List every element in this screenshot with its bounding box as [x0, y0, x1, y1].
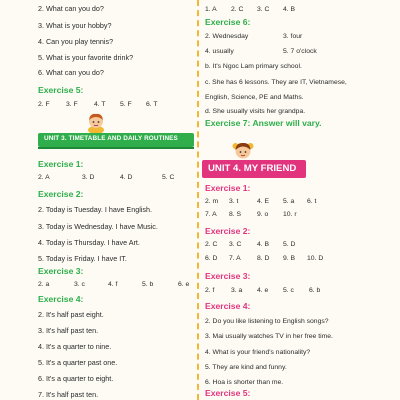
answer-line: d. She usually visits her grandpa. [205, 108, 306, 115]
answer-cell: 2. m [205, 198, 219, 205]
answer-line: 2. It's half past eight. [38, 310, 104, 319]
answer-cell: 2. Wednesday [205, 33, 249, 40]
answer-cell: 3. D [82, 174, 95, 181]
answer-line: 7. It's half past ten. [38, 390, 99, 399]
answer-cell: 6. b [309, 287, 321, 294]
question-line: 5. What is your favorite drink? [38, 53, 134, 62]
answer-line: c. She has 6 lessons. They are IT, Vietnamese, [205, 79, 347, 86]
exercise-title: Exercise 1: [205, 183, 251, 193]
answer-cell: 3. t [229, 198, 239, 205]
answer-line: 4. What is your friend's nationality? [205, 349, 311, 356]
exercise-title: Exercise 5: [205, 388, 251, 398]
exercise-title: Exercise 3: [205, 271, 251, 281]
answer-line: 5. They are kind and funny. [205, 364, 287, 371]
unit-3-title: UNIT 3. TIMETABLE AND DAILY ROUTINES [44, 135, 178, 142]
answer-cell: 2. A [38, 174, 50, 181]
exercise-title: Exercise 2: [205, 226, 251, 236]
exercise-title: Exercise 4: [38, 294, 84, 304]
exercise-title: Exercise 6: [205, 17, 251, 27]
answer-line: English, Science, PE and Maths. [205, 94, 304, 101]
exercise-title: Exercise 3: [38, 266, 84, 276]
answer-cell: 2. C [231, 6, 244, 13]
answer-cell: 4. D [120, 174, 133, 181]
answer-cell: 4. E [257, 198, 270, 205]
answer-line: 3. Mai usually watches TV in her free time. [205, 333, 333, 340]
answer-cell: 2. f [205, 287, 215, 294]
answer-line: 3. It's half past ten. [38, 326, 99, 335]
exercise-title: Exercise 4: [205, 301, 251, 311]
answer-line: 5. It's a quarter past one. [38, 358, 118, 367]
exercise-title: Exercise 1: [38, 159, 84, 169]
answer-cell: 3. a [231, 287, 243, 294]
unit-3-banner [38, 133, 194, 147]
answer-cell: 2. C [205, 241, 218, 248]
exercise-title: Exercise 5: [38, 85, 84, 95]
answer-cell: 5. D [283, 241, 296, 248]
answer-cell: 4. usually [205, 48, 234, 55]
answer-cell: 4. f [108, 281, 118, 288]
banner-stripe [38, 147, 194, 149]
answer-cell: 5. C [162, 174, 175, 181]
answer-cell: 2. F [38, 101, 50, 108]
answer-line: 6. It's a quarter to eight. [38, 374, 114, 383]
answer-cell: 7. A [229, 255, 241, 262]
answer-cell: 7. A [205, 211, 217, 218]
question-line: 2. What can you do? [38, 4, 104, 13]
answer-cell: 3. C [257, 6, 270, 13]
exercise-title: Exercise 2: [38, 189, 84, 199]
answer-line: 4. It's a quarter to nine. [38, 342, 112, 351]
answer-cell: 3. c [74, 281, 85, 288]
question-line: 6. What can you do? [38, 68, 104, 77]
answer-cell: 5. c [283, 287, 294, 294]
boy-mascot-icon [86, 112, 106, 134]
answer-cell: 4. B [257, 241, 270, 248]
answer-cell: 9. B [283, 255, 296, 262]
answer-cell: 3. C [229, 241, 242, 248]
answer-cell: 6. T [146, 101, 158, 108]
question-line: 4. Can you play tennis? [38, 37, 114, 46]
answer-cell: 6. D [205, 255, 218, 262]
answer-cell: 8. D [257, 255, 270, 262]
column-divider [197, 0, 199, 400]
answer-cell: 6. t [307, 198, 317, 205]
answer-line: 2. Today is Tuesday. I have English. [38, 205, 153, 214]
unit-4-title: UNIT 4. MY FRIEND [208, 163, 297, 174]
answer-cell: 9. o [257, 211, 269, 218]
answer-cell: 3. four [283, 33, 303, 40]
answer-cell: 5. F [120, 101, 132, 108]
unit-4-banner [202, 160, 306, 178]
answer-line: 2. Do you like listening to English songs? [205, 318, 329, 325]
answer-cell: 4. B [283, 6, 296, 13]
answer-cell: 5. a [283, 198, 295, 205]
answer-cell: 10. D [307, 255, 324, 262]
exercise-title: Exercise 7: Answer will vary. [205, 118, 322, 128]
answer-cell: 6. e [178, 281, 190, 288]
question-line: 3. What is your hobby? [38, 21, 112, 30]
answer-cell: 5. b [142, 281, 154, 288]
answer-line: 5. Today is Friday. I have IT. [38, 254, 127, 263]
answer-cell: 10. r [283, 211, 297, 218]
answer-cell: 2. a [38, 281, 50, 288]
answer-cell: 8. S [229, 211, 242, 218]
answer-cell: 4. e [257, 287, 269, 294]
answer-line: 3. Today is Wednesday. I have Music. [38, 222, 158, 231]
answer-cell: 1. A [205, 6, 217, 13]
girl-mascot-icon [232, 140, 254, 162]
answer-line: b. It's Ngoc Lam primary school. [205, 63, 302, 70]
answer-line: 4. Today is Thursday. I have Art. [38, 238, 140, 247]
answer-cell: 4. T [94, 101, 106, 108]
answer-cell: 3. F [66, 101, 78, 108]
answer-line: 6. Hoa is shorter than me. [205, 379, 284, 386]
answer-cell: 5. 7 o'clock [283, 48, 317, 55]
